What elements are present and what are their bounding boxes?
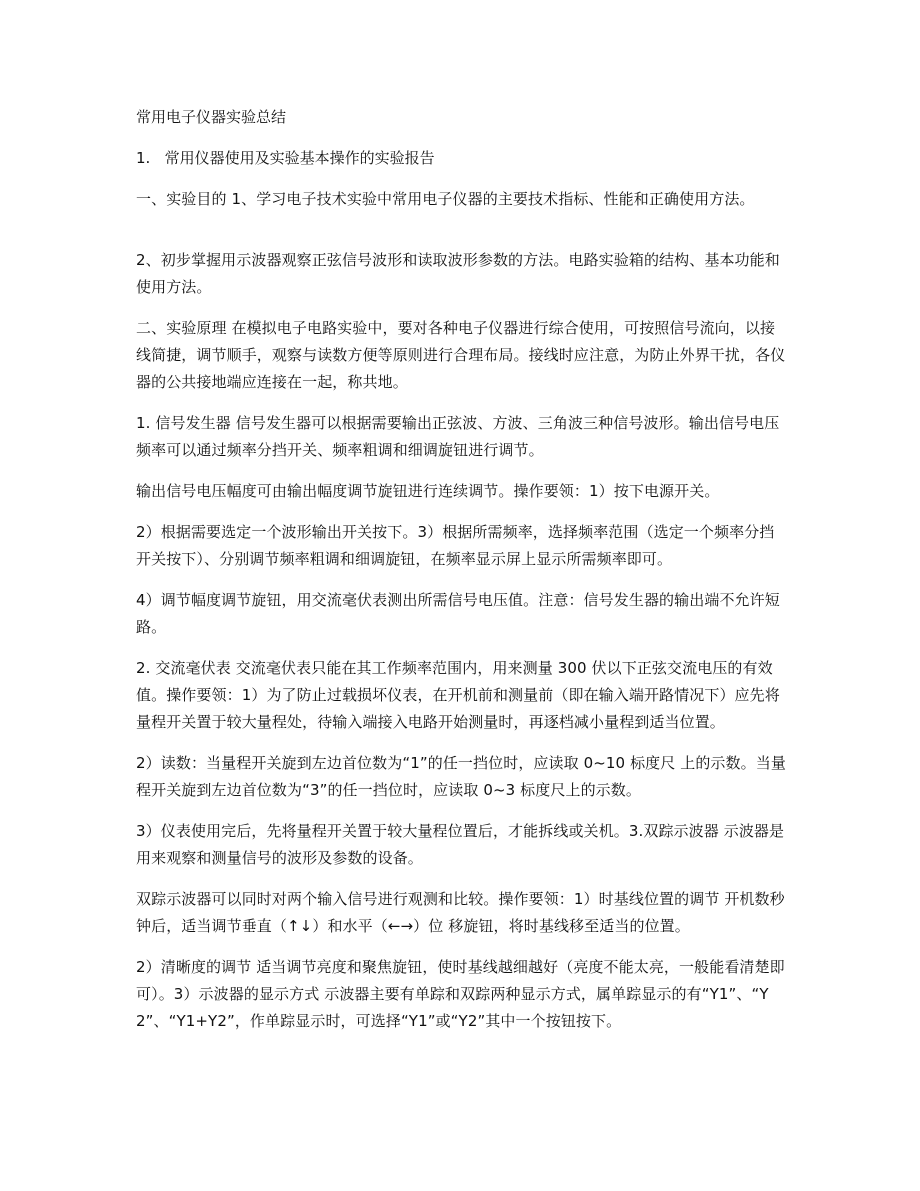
paragraph-objective-1: 一、实验目的 1、学习电子技术实验中常用电子仪器的主要技术指标、性能和正确使用方法。	[136, 190, 755, 208]
section-heading-number: 1.	[136, 149, 151, 167]
paragraph-reading: 2）读数：当量程开关旋到左边首位数为“1”的任一挡位时，应读取 0~10 标度尺 上的示数。当量程开关旋到左边首位数为“3”的任一挡位时，应读取 0~3 标度尺上的示数。	[136, 754, 786, 799]
section-heading-text: 常用仪器使用及实验基本操作的实验报告	[164, 149, 435, 167]
paragraph-objective-2: 2、初步掌握用示波器观察正弦信号波形和读取波形参数的方法。电路实验箱的结构、基本功能和使用方法。	[136, 251, 780, 296]
document-body	[136, 104, 788, 1049]
paragraph-oscilloscope-intro: 3）仪表使用完后，先将量程开关置于较大量程位置后，才能拆线或关机。3.双踪示波器 示波器是用来观察和测量信号的波形及参数的设备。	[136, 822, 785, 867]
section-heading	[136, 145, 788, 172]
paragraph-dual-trace: 双踪示波器可以同时对两个输入信号进行观测和比较。操作要领：1）时基线位置的调节 开机数秒钟后，适当调节垂直（↑↓）和水平（←→）位 移旋钮，将时基线移至适当的位置。	[136, 890, 785, 935]
paragraph-frequency-selection: 2）根据需要选定一个波形输出开关按下。3）根据所需频率，选择频率范围（选定一个频率分挡开关按下）、分别调节频率粗调和细调旋钮，在频率显示屏上显示所需频率即可。	[136, 523, 775, 568]
document-title: 常用电子仪器实验总结	[136, 108, 287, 126]
paragraph-amplitude-adjustment: 4）调节幅度调节旋钮，用交流毫伏表测出所需信号电压值。注意：信号发生器的输出端不允许短路。	[136, 591, 780, 636]
paragraph-ac-millivoltmeter: 2. 交流毫伏表 交流毫伏表只能在其工作频率范围内，用来测量 300 伏以下正弦交流电压的有效值。操作要领：1）为了防止过载损坏仪表，在开机前和测量前（即在输入端开路情况下）应先将 量程开关置于较大量程处，待输入端接入电路开始测量时，再逐档减小量程到适当位置。	[136, 659, 780, 731]
paragraph-output-amplitude: 输出信号电压幅度可由输出幅度调节旋钮进行连续调节。操作要领：1）按下电源开关。	[136, 482, 720, 500]
paragraph-signal-generator: 1. 信号发生器 信号发生器可以根据需要输出正弦波、方波、三角波三种信号波形。输出信号电压频率可以通过频率分挡开关、频率粗调和细调旋钮进行调节。	[136, 414, 780, 459]
paragraph-clarity-display: 2）清晰度的调节 适当调节亮度和聚焦旋钮，使时基线越细越好（亮度不能太亮，一般能看清楚即可）。3）示波器的显示方式 示波器主要有单踪和双踪两种显示方式，属单踪显示的有“Y1”、“Y2”、“Y1+Y2”，作单踪显示时，可选择“Y1”或“Y2”其中一个按钮按下。	[136, 958, 785, 1030]
paragraph-principle: 二、实验原理 在模拟电子电路实验中，要对各种电子仪器进行综合使用，可按照信号流向，以接线简捷，调节顺手，观察与读数方便等原则进行合理布局。接线时应注意，为防止外界干扰，各仪器的公共接地端应连接在一起，称共地。	[136, 319, 786, 391]
